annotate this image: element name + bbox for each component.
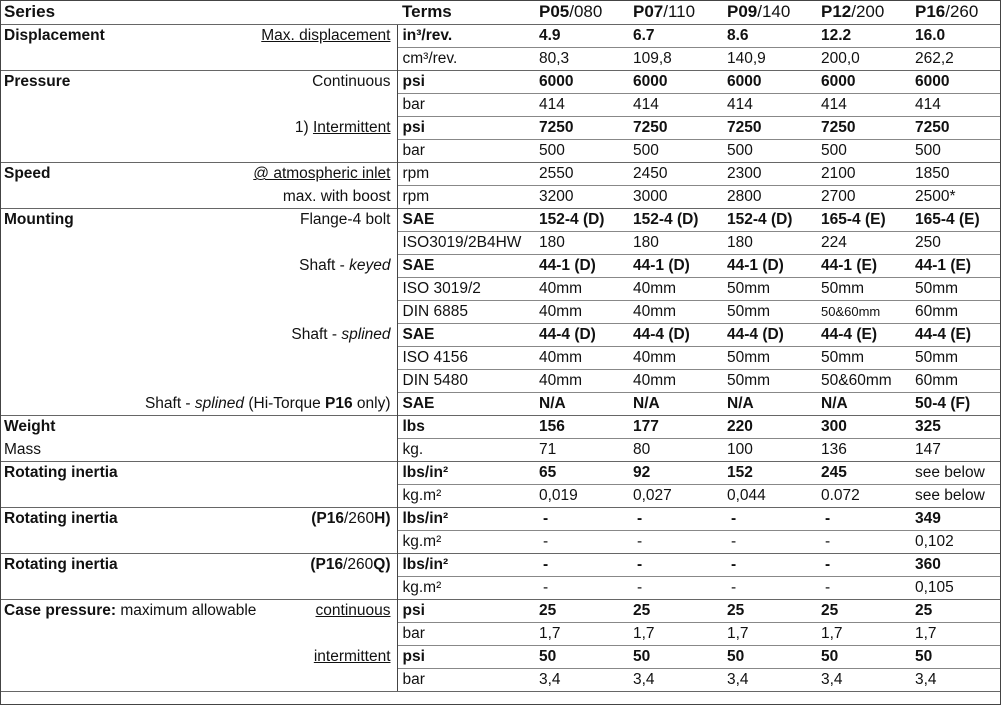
value-cell: - bbox=[817, 554, 911, 577]
value-cell: 7250 bbox=[535, 117, 629, 140]
value-cell: 44-1 (E) bbox=[817, 255, 911, 278]
value-cell: 152-4 (D) bbox=[535, 209, 629, 232]
value-cell: 0,019 bbox=[535, 485, 629, 508]
displacement-label: Displacement bbox=[4, 27, 105, 45]
unit-cell: bar bbox=[397, 669, 535, 692]
value-cell: 7250 bbox=[911, 117, 1000, 140]
value-cell: 414 bbox=[817, 94, 911, 117]
value-cell: 50mm bbox=[723, 278, 817, 301]
value-cell: 147 bbox=[911, 439, 1000, 462]
unit-cell: lbs bbox=[397, 416, 535, 439]
mounting-keyed-din-row bbox=[0, 301, 1000, 324]
boost-desc: max. with boost bbox=[282, 187, 391, 205]
value-cell: 0,027 bbox=[629, 485, 723, 508]
unit-cell: psi bbox=[397, 646, 535, 669]
displacement-row-imperial bbox=[0, 25, 1000, 48]
value-cell: - bbox=[723, 508, 817, 531]
value-cell: 2500* bbox=[911, 186, 1000, 209]
value-cell: 2550 bbox=[535, 163, 629, 186]
unit-cell: ISO3019/2B4HW bbox=[397, 232, 535, 255]
value-cell: 325 bbox=[911, 416, 1000, 439]
value-cell: 50mm bbox=[723, 301, 817, 324]
value-cell: 40mm bbox=[629, 278, 723, 301]
value-cell: 1,7 bbox=[817, 623, 911, 646]
unit-cell: ISO 3019/2 bbox=[397, 278, 535, 301]
value-cell: N/A bbox=[535, 393, 629, 416]
weight-lbs-row bbox=[0, 416, 1000, 439]
value-cell: - bbox=[535, 531, 629, 554]
case-intermittent-bar-row bbox=[0, 669, 1000, 692]
splined-desc: Shaft - splined bbox=[291, 326, 391, 343]
intermittent-desc-cell: 1) Intermittent bbox=[294, 119, 391, 136]
value-cell: 414 bbox=[723, 94, 817, 117]
unit-cell: cm³/rev. bbox=[397, 48, 535, 71]
keyed-desc: Shaft - keyed bbox=[299, 257, 391, 274]
value-cell: 3,4 bbox=[629, 669, 723, 692]
value-cell: 44-4 (D) bbox=[535, 324, 629, 347]
value-cell: 1,7 bbox=[723, 623, 817, 646]
case-continuous-psi-row bbox=[0, 600, 1000, 623]
case-intermittent-desc: intermittent bbox=[313, 648, 391, 665]
inertia-label: Rotating inertia bbox=[0, 462, 397, 485]
unit-cell: DIN 5480 bbox=[397, 370, 535, 393]
value-cell: 44-4 (E) bbox=[911, 324, 1000, 347]
value-cell: 92 bbox=[629, 462, 723, 485]
value-cell: 50 bbox=[535, 646, 629, 669]
value-cell: 2100 bbox=[817, 163, 911, 186]
value-cell: - bbox=[629, 531, 723, 554]
value-cell: 44-1 (D) bbox=[629, 255, 723, 278]
value-cell: - bbox=[535, 554, 629, 577]
value-cell: - bbox=[535, 577, 629, 600]
speed-label: Speed bbox=[4, 165, 51, 183]
value-cell: 100 bbox=[723, 439, 817, 462]
unit-cell: DIN 6885 bbox=[397, 301, 535, 324]
unit-cell: bar bbox=[397, 623, 535, 646]
value-cell: 40mm bbox=[535, 301, 629, 324]
case-continuous-desc: continuous bbox=[315, 602, 391, 620]
value-cell: 0,105 bbox=[911, 577, 1000, 600]
value-cell: 245 bbox=[817, 462, 911, 485]
value-cell: 25 bbox=[723, 600, 817, 623]
unit-cell: kg.m² bbox=[397, 485, 535, 508]
terms-header: Terms bbox=[402, 2, 452, 21]
value-cell: 44-4 (D) bbox=[629, 324, 723, 347]
value-cell: 165-4 (E) bbox=[817, 209, 911, 232]
value-cell: 500 bbox=[817, 140, 911, 163]
value-cell: 0,102 bbox=[911, 531, 1000, 554]
unit-cell: SAE bbox=[397, 209, 535, 232]
pressure-continuous-psi-row bbox=[0, 71, 1000, 94]
value-cell: 7250 bbox=[629, 117, 723, 140]
value-cell: 44-1 (E) bbox=[911, 255, 1000, 278]
model-header-p12: P12/200 bbox=[821, 2, 885, 21]
unit-cell: lbs/in² bbox=[397, 554, 535, 577]
mounting-splined-sae-row bbox=[0, 324, 1000, 347]
value-cell: 50 bbox=[817, 646, 911, 669]
unit-cell: psi bbox=[397, 71, 535, 94]
value-cell: 6000 bbox=[535, 71, 629, 94]
unit-cell: ISO 4156 bbox=[397, 347, 535, 370]
value-cell: 65 bbox=[535, 462, 629, 485]
value-cell: 44-4 (E) bbox=[817, 324, 911, 347]
inertia-h-kg-row bbox=[0, 531, 1000, 554]
value-cell: 2450 bbox=[629, 163, 723, 186]
value-cell: - bbox=[535, 508, 629, 531]
value-cell: 40mm bbox=[629, 301, 723, 324]
mass-label: Mass bbox=[4, 440, 42, 458]
value-cell: 1850 bbox=[911, 163, 1000, 186]
value-cell: N/A bbox=[817, 393, 911, 416]
value-cell: 349 bbox=[911, 508, 1000, 531]
value-cell: 50mm bbox=[723, 370, 817, 393]
value-cell: - bbox=[817, 508, 911, 531]
value-cell: 1,7 bbox=[629, 623, 723, 646]
series-header: Series bbox=[4, 2, 56, 21]
value-cell: 50mm bbox=[817, 347, 911, 370]
value-cell: 50mm bbox=[911, 347, 1000, 370]
value-cell: 44-1 (D) bbox=[723, 255, 817, 278]
inertia-q-label: Rotating inertia bbox=[4, 556, 118, 574]
inertia-q-kg-row bbox=[0, 577, 1000, 600]
unit-cell: SAE bbox=[397, 324, 535, 347]
pressure-intermittent-bar-row bbox=[0, 140, 1000, 163]
value-cell: 80 bbox=[629, 439, 723, 462]
value-cell: 180 bbox=[723, 232, 817, 255]
value-cell: 0,044 bbox=[723, 485, 817, 508]
value-cell: 500 bbox=[911, 140, 1000, 163]
value-cell: N/A bbox=[629, 393, 723, 416]
value-cell: 50 bbox=[911, 646, 1000, 669]
value-cell: 250 bbox=[911, 232, 1000, 255]
case-continuous-bar-row bbox=[0, 623, 1000, 646]
value-cell: 136 bbox=[817, 439, 911, 462]
value-cell: 414 bbox=[629, 94, 723, 117]
unit-cell: rpm bbox=[397, 186, 535, 209]
header-row bbox=[0, 0, 1000, 25]
value-cell: 50mm bbox=[723, 347, 817, 370]
value-cell: 224 bbox=[817, 232, 911, 255]
value-cell: N/A bbox=[723, 393, 817, 416]
value-cell: 414 bbox=[911, 94, 1000, 117]
value-cell: 500 bbox=[629, 140, 723, 163]
value-cell: 6000 bbox=[723, 71, 817, 94]
unit-cell: kg.m² bbox=[397, 531, 535, 554]
pressure-continuous-bar-row bbox=[0, 94, 1000, 117]
value-cell: 152-4 (D) bbox=[723, 209, 817, 232]
unit-cell: bar bbox=[397, 94, 535, 117]
atmospheric-inlet-desc: @ atmospheric inlet bbox=[253, 165, 391, 183]
mounting-hitorque-row bbox=[0, 393, 1000, 416]
value-cell: 4.9 bbox=[535, 25, 629, 48]
value-cell: see below bbox=[911, 462, 1000, 485]
value-cell: - bbox=[629, 554, 723, 577]
value-cell: 44-4 (D) bbox=[723, 324, 817, 347]
value-cell: 3,4 bbox=[911, 669, 1000, 692]
intermittent-desc: Intermittent bbox=[312, 119, 391, 136]
unit-cell: SAE bbox=[397, 255, 535, 278]
value-cell: 6.7 bbox=[629, 25, 723, 48]
inertia-q-lbs-row bbox=[0, 554, 1000, 577]
value-cell: 414 bbox=[535, 94, 629, 117]
mounting-flange-iso-row bbox=[0, 232, 1000, 255]
value-cell: 60mm bbox=[911, 301, 1000, 324]
value-cell: 200,0 bbox=[817, 48, 911, 71]
value-cell: 40mm bbox=[629, 370, 723, 393]
inertia-lbs-row bbox=[0, 462, 1000, 485]
value-cell: 7250 bbox=[723, 117, 817, 140]
case-pressure-label: Case pressure: bbox=[4, 602, 117, 620]
value-cell: 1,7 bbox=[535, 623, 629, 646]
displacement-label-cell bbox=[0, 25, 397, 48]
value-cell: 50 bbox=[723, 646, 817, 669]
weight-kg-row bbox=[0, 439, 1000, 462]
mounting-keyed-sae-row bbox=[0, 255, 1000, 278]
inertia-q-model: (P16/260Q) bbox=[310, 556, 391, 574]
unit-cell: psi bbox=[397, 600, 535, 623]
value-cell: 3200 bbox=[535, 186, 629, 209]
value-cell: 152-4 (D) bbox=[629, 209, 723, 232]
pressure-intermittent-psi-row bbox=[0, 117, 1000, 140]
value-cell: 180 bbox=[535, 232, 629, 255]
value-cell: 40mm bbox=[629, 347, 723, 370]
value-cell: see below bbox=[911, 485, 1000, 508]
value-cell: 50mm bbox=[911, 278, 1000, 301]
value-cell: 3,4 bbox=[723, 669, 817, 692]
mounting-keyed-iso-row bbox=[0, 278, 1000, 301]
value-cell: 500 bbox=[535, 140, 629, 163]
value-cell: 50mm bbox=[817, 278, 911, 301]
value-cell: - bbox=[629, 577, 723, 600]
value-cell: 156 bbox=[535, 416, 629, 439]
unit-cell: psi bbox=[397, 117, 535, 140]
unit-cell: kg.m² bbox=[397, 577, 535, 600]
model-header-p07: P07/110 bbox=[633, 2, 696, 21]
value-cell: 50&60mm bbox=[817, 301, 911, 324]
unit-cell: in³/rev. bbox=[397, 25, 535, 48]
unit-cell: SAE bbox=[397, 393, 535, 416]
value-cell: - bbox=[817, 577, 911, 600]
inertia-kg-row bbox=[0, 485, 1000, 508]
value-cell: 50&60mm bbox=[817, 370, 911, 393]
value-cell: 6000 bbox=[911, 71, 1000, 94]
model-header-p16: P16/260 bbox=[915, 2, 979, 21]
value-cell: 50-4 (F) bbox=[911, 393, 1000, 416]
displacement-row-metric bbox=[0, 48, 1000, 71]
value-cell: 6000 bbox=[629, 71, 723, 94]
value-cell: - bbox=[817, 531, 911, 554]
value-cell: 40mm bbox=[535, 370, 629, 393]
value-cell: 220 bbox=[723, 416, 817, 439]
value-cell: 500 bbox=[723, 140, 817, 163]
value-cell: 2700 bbox=[817, 186, 911, 209]
mounting-label: Mounting bbox=[4, 211, 74, 229]
model-header-p05: P05/080 bbox=[539, 2, 603, 21]
value-cell: 0.072 bbox=[817, 485, 911, 508]
value-cell: 177 bbox=[629, 416, 723, 439]
value-cell: - bbox=[723, 554, 817, 577]
value-cell: 165-4 (E) bbox=[911, 209, 1000, 232]
unit-cell: bar bbox=[397, 140, 535, 163]
value-cell: 3,4 bbox=[817, 669, 911, 692]
unit-cell: lbs/in² bbox=[397, 508, 535, 531]
speed-atmospheric-row bbox=[0, 163, 1000, 186]
unit-cell: rpm bbox=[397, 163, 535, 186]
value-cell: 2800 bbox=[723, 186, 817, 209]
continuous-desc: Continuous bbox=[312, 73, 391, 91]
value-cell: 1,7 bbox=[911, 623, 1000, 646]
value-cell: 2300 bbox=[723, 163, 817, 186]
case-intermittent-psi-row bbox=[0, 646, 1000, 669]
value-cell: 300 bbox=[817, 416, 911, 439]
value-cell: 7250 bbox=[817, 117, 911, 140]
speed-boost-row bbox=[0, 186, 1000, 209]
value-cell: - bbox=[723, 577, 817, 600]
value-cell: - bbox=[723, 531, 817, 554]
value-cell: 25 bbox=[535, 600, 629, 623]
value-cell: 25 bbox=[817, 600, 911, 623]
model-header-p09: P09/140 bbox=[727, 2, 791, 21]
value-cell: 180 bbox=[629, 232, 723, 255]
value-cell: 60mm bbox=[911, 370, 1000, 393]
value-cell: 3000 bbox=[629, 186, 723, 209]
value-cell: 12.2 bbox=[817, 25, 911, 48]
value-cell: 3,4 bbox=[535, 669, 629, 692]
value-cell: 8.6 bbox=[723, 25, 817, 48]
unit-cell: lbs/in² bbox=[397, 462, 535, 485]
value-cell: 140,9 bbox=[723, 48, 817, 71]
pressure-label: Pressure bbox=[4, 73, 71, 91]
inertia-h-label: Rotating inertia bbox=[4, 510, 118, 528]
value-cell: 6000 bbox=[817, 71, 911, 94]
value-cell: 80,3 bbox=[535, 48, 629, 71]
value-cell: 50 bbox=[629, 646, 723, 669]
value-cell: 40mm bbox=[535, 347, 629, 370]
case-pressure-label-rest: maximum allowable bbox=[116, 602, 257, 620]
mounting-splined-iso-row bbox=[0, 347, 1000, 370]
value-cell: 262,2 bbox=[911, 48, 1000, 71]
value-cell: 16.0 bbox=[911, 25, 1000, 48]
inertia-h-model: (P16/260H) bbox=[311, 510, 391, 528]
mounting-flange-sae-row bbox=[0, 209, 1000, 232]
hitorque-desc: Shaft - splined (Hi-Torque P16 only) bbox=[144, 394, 391, 412]
flange-desc: Flange-4 bolt bbox=[300, 211, 391, 229]
value-cell: 44-1 (D) bbox=[535, 255, 629, 278]
value-cell: 152 bbox=[723, 462, 817, 485]
value-cell: 25 bbox=[629, 600, 723, 623]
inertia-h-lbs-row bbox=[0, 508, 1000, 531]
value-cell: 25 bbox=[911, 600, 1000, 623]
value-cell: - bbox=[629, 508, 723, 531]
weight-label: Weight bbox=[0, 416, 397, 439]
unit-cell: kg. bbox=[397, 439, 535, 462]
mounting-splined-din-row bbox=[0, 370, 1000, 393]
value-cell: 109,8 bbox=[629, 48, 723, 71]
max-displacement-desc: Max. displacement bbox=[261, 27, 391, 45]
value-cell: 40mm bbox=[535, 278, 629, 301]
value-cell: 71 bbox=[535, 439, 629, 462]
value-cell: 360 bbox=[911, 554, 1000, 577]
